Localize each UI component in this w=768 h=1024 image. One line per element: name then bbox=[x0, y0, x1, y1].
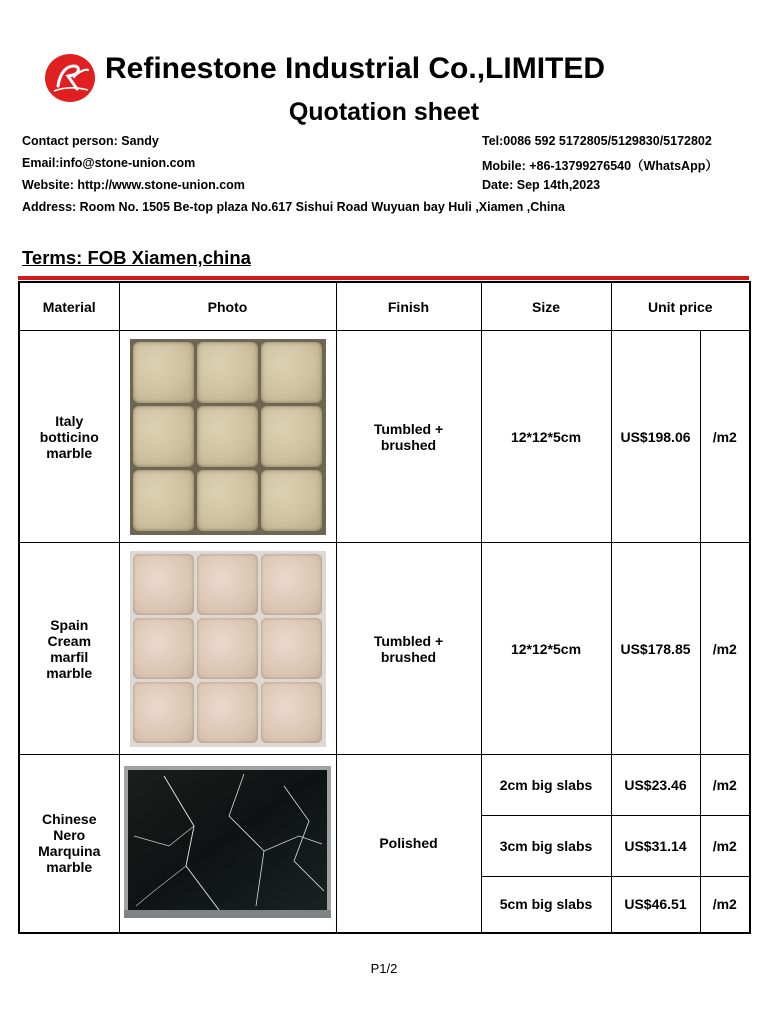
header-size: Size bbox=[481, 282, 611, 331]
material-line: marfil bbox=[50, 648, 89, 665]
material-line: Nero bbox=[53, 827, 86, 844]
photo-cell bbox=[119, 755, 336, 933]
header-material: Material bbox=[19, 282, 119, 331]
finish-line: Tumbled + bbox=[373, 420, 444, 437]
material-line: marble bbox=[46, 444, 93, 461]
page-number: P1/2 bbox=[370, 961, 398, 976]
size-cell: 12*12*5cm bbox=[481, 331, 611, 543]
unit-cell: /m2 bbox=[700, 877, 750, 933]
botticino-tiles-photo bbox=[130, 339, 326, 535]
contact-website[interactable]: Website: http://www.stone-union.com bbox=[22, 178, 245, 192]
material-line: marble bbox=[46, 859, 93, 876]
photo-cell bbox=[119, 331, 336, 543]
material-line: Spain bbox=[50, 616, 89, 633]
cream-marfil-tiles-photo bbox=[130, 551, 326, 747]
material-cell bbox=[19, 331, 119, 543]
size-cell: 3cm big slabs bbox=[481, 816, 611, 877]
unit-cell: /m2 bbox=[700, 331, 750, 543]
material-cell bbox=[19, 755, 119, 933]
header-finish: Finish bbox=[336, 282, 481, 331]
unit-cell: /m2 bbox=[700, 755, 750, 816]
accent-divider bbox=[18, 276, 749, 280]
quotation-table bbox=[18, 281, 751, 934]
price-cell: US$46.51 bbox=[611, 877, 700, 933]
finish-line: brushed bbox=[380, 436, 437, 453]
table-row bbox=[19, 755, 750, 816]
rf-monogram-logo-icon bbox=[44, 53, 96, 103]
size-cell: 2cm big slabs bbox=[481, 755, 611, 816]
price-cell: US$23.46 bbox=[611, 755, 700, 816]
material-line: Cream bbox=[47, 632, 92, 649]
finish-line: brushed bbox=[380, 648, 437, 665]
size-cell: 5cm big slabs bbox=[481, 877, 611, 933]
nero-marquina-slab-photo bbox=[124, 766, 331, 918]
finish-cell bbox=[336, 331, 481, 543]
material-line: Italy bbox=[55, 412, 84, 429]
unit-cell: /m2 bbox=[700, 816, 750, 877]
contact-address: Address: Room No. 1505 Be-top plaza No.617 Sishui Road Wuyuan bay Huli ,Xiamen ,China bbox=[22, 200, 565, 214]
company-name: Refinestone Industrial Co.,LIMITED bbox=[105, 52, 606, 85]
quote-date: Date: Sep 14th,2023 bbox=[482, 178, 601, 192]
contact-tel: Tel:0086 592 5172805/5129830/5172802 bbox=[482, 134, 712, 148]
price-cell: US$198.06 bbox=[611, 331, 700, 543]
material-line: marble bbox=[46, 664, 93, 681]
header-photo: Photo bbox=[119, 282, 336, 331]
size-cell: 12*12*5cm bbox=[481, 543, 611, 755]
photo-cell bbox=[119, 543, 336, 755]
material-line: Chinese bbox=[42, 811, 97, 828]
finish-cell: Polished bbox=[336, 755, 481, 933]
header-unit-price: Unit price bbox=[611, 282, 750, 331]
table-row bbox=[19, 543, 750, 755]
price-cell: US$31.14 bbox=[611, 816, 700, 877]
material-line: Marquina bbox=[38, 843, 101, 860]
contact-email[interactable]: Email:info@stone-union.com bbox=[22, 156, 196, 170]
finish-line: Tumbled + bbox=[373, 632, 444, 649]
terms-heading: Terms: FOB Xiamen,china bbox=[22, 247, 251, 268]
table-header-row bbox=[19, 282, 750, 331]
material-line: botticino bbox=[39, 428, 99, 445]
page-title: Quotation sheet bbox=[288, 98, 480, 126]
material-cell bbox=[19, 543, 119, 755]
contact-mobile: Mobile: +86-13799276540（WhatsApp） bbox=[482, 159, 718, 173]
table-row bbox=[19, 331, 750, 543]
finish-cell bbox=[336, 543, 481, 755]
contact-person: Contact person: Sandy bbox=[22, 134, 159, 148]
price-cell: US$178.85 bbox=[611, 543, 700, 755]
unit-cell: /m2 bbox=[700, 543, 750, 755]
